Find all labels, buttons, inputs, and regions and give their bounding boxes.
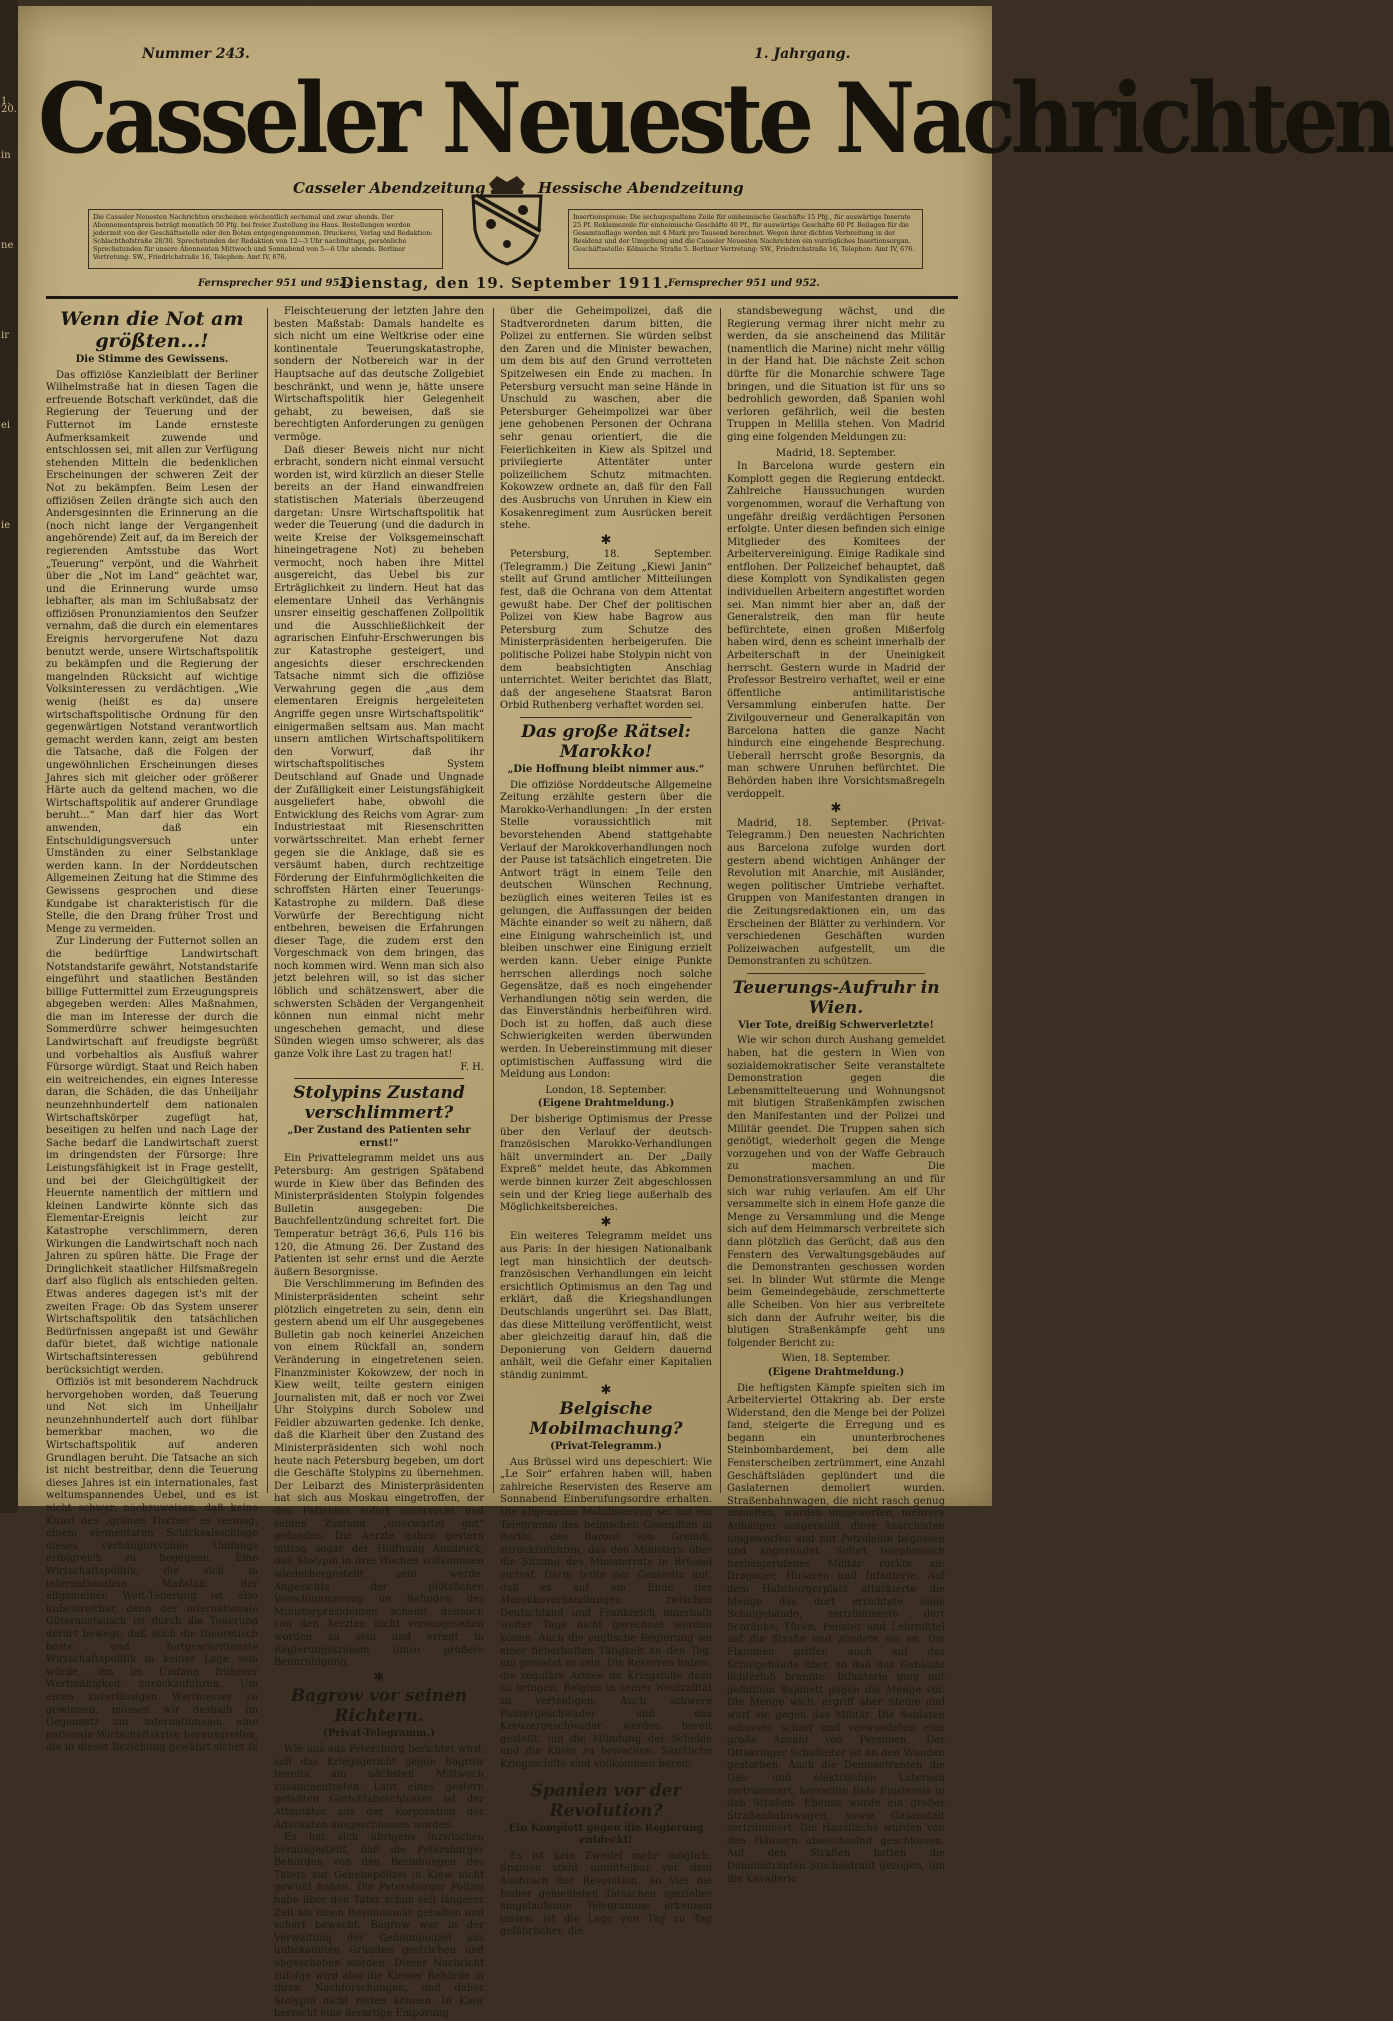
article-paragraph: Die heftigsten Kämpfe spielten sich im Arbeiterviertel Ottakring ab. Der erste Widerstand, den die Menge bei der Polizei fand, steigerte die Erregung und es begann ein ununterbrochenes Steinbombardement, bei dem alle Fensterscheiben zertrümmert, eine Anzahl Geschäftsläden geplündert und die Gaslaternen demoliert wurden. Straßenbahnwagen, die nicht rasch genug anhielten, wurden umgeworfen, mehrere Anhänger ausgeraubt, diese Anarchisten umgeworfen und mit Petroleum begossen und angezündet. Sofort telephonisch herbeigerufenes Militär rückte an: Dragoner, Husaren und Infanterie. Auf dem Habsburgerplatz attackierte die Menge das dort errichtete neue Schulgebäude, zertrümmerte dort Schränke, Türen, Fenster und Lehrmittel auf die Straße und zündete sie an. Die Flammen griffen auch auf das Schulgebäude über, so daß das Gebäude lichterloh brannte. Infanterie ging mit gefälltem Bajonett gegen die Menge vor. Die Menge wich, ergriff aber Steine und warf sie gegen das Militär. Die Soldaten schossen scharf und verwundeten eine große Anzahl von Personen. Der Ottakringer Schulleiter ist an den Wunden gestorben. Auch die Demonstranten die Gas- und elektrischen Laternen zertrümmert, herrschte tiefe Finsternis in den Straßen. Ebenso wurde ein großer Straßenbahnwagen, sowie Gasanstalt zertrümmert. Die Hausfläche wurden von den Häusern abwechselnd geschlossen. Auf den Straßen hatten die Demonstranten Stacheldraht gezogen, um die Kavallerie [727, 1382, 945, 1885]
volume-number: 1. Jahrgang. [754, 46, 851, 62]
article-paragraph: Das offiziöse Kanzleiblatt der Berliner Wilhelmstraße hat in diesen Tagen die erfreuende Botschaft verkündet, daß die Regierung der Teuerung und der Futternot im Lande ernsteste Aufmerksamkeit zuwende und entschlossen sei, mit allen zur Verfügung stehenden Mitteln die bedenklichen Erscheinungen der schweren Zeit der Not zu bekämpfen. Beim Lesen der offiziösen Zeilen drängte sich auch den Andersgesinnten die Erinnerung an die (noch nicht lange der Vergangenheit angehörende) Zeit auf, da im Bereich der regierenden Amtsstube das Wort „Teuerung“ verpönt, und die Wahrheit über die „Not im Land“ geächtet war, und die Erinnerung wurde umso lebhafter, als man im Schlußabsatz der offiziösen Pronunziamientos den Seufzer vernahm, daß die durch ein elementares Ereignis hervorgerufene Not dazu benutzt werde, unsere Wirtschaftspolitik zu bekämpfen und die Regierung der mangelnden Rücksicht auf wichtige Volksinteressen zu verdächtigen. „Wie wenig (heißt es da) unsere wirtschaftspolitische Ordnung für den gegenwärtigen Notstand verantwortlich gemacht werden kann, zeigt am besten die Tatsache, daß die Folgen der ungewöhnlichen Erscheinungen dieses Jahres sich mit gleicher oder größerer Härte auch da geltend machen, wo die Wirtschaftspolitik auf anderer Grundlage beruht...“ Man darf hier das Wort anwenden, daß ein Entschuldigungsversuch unter Umständen zu einer Selbstanklage werden kann. In der Norddeutschen Allgemeinen Zeitung hat die Stimme des Gewissens gesprochen und diese Kundgabe ist charakteristisch für die Stelle, die den Drang früher Trost und Menge zu vermeiden. [46, 369, 258, 935]
article-headline: Bagrow vor seinen Richtern. [290, 1686, 468, 1727]
article-paragraph: Aus Brüssel wird uns depeschiert: Wie „Le Soir“ erfahren haben will, haben zahlreiche Reservisten des Reserve am Sonnabend Einberufungsordre erhalten. Die allgemeine Mobilisierung sei auf ein Telegramm des belgischen Gesandten in Berlin, des Barons von Greindl, zurückzuführen, das den Ministern über die Sitzung des Ministerrats in Brüssel eintraf. Darin teilte der Gesandte mit, daß es auf ein Ende der Marokkoverhandlungen zwischen Deutschland und Frankreich innerhalb weiter Tage nicht gerechnet werden könne. Auch die englische Regierung sei einer fieberhaften Tätigkeit an den Tag, um gerüstet zu sein. Die Reserven haben, die reguläre Armee im Kriegsfalle dazu zu bringen, Belgien in seiner Neutralität zu verteidigen. Auch schwere Panzergeschwader und das Kreuzergeschwader werden bereit gestellt, um die Mündung der Schelde und die Küste zu bewachen. Sämtliche Kriegsschiffe sind vollkommen bereit. [500, 1456, 712, 1770]
article-paragraph: Es ist kein Zweifel mehr möglich: Spanien steht unmittelbar vor dem Ausbruch der Revolution. So viel die bisher gemeldeten Tatsachen spezieller eingelaufenen Telegramme erkennen lassen, ist die Lage von Tag zu Tag gefährlicher, die [500, 1850, 712, 1938]
masthead-title: Casseler Neueste Nachrichten [38, 60, 1393, 176]
newspaper-page [18, 6, 1393, 2020]
article-paragraph: Der bisherige Optimismus der Presse über den Verlauf der deutsch-französischen Marokko-Verhandlungen hält unvermindert an. Der „Daily Expreß“ meldet heute, das Abkommen werde binnen kurzer Zeit abgeschlossen sein und der Krieg liege außerhalb des Möglichkeitsbereiches. [500, 1114, 712, 1214]
article-separator [747, 973, 925, 974]
edge-fragment: ne [1, 240, 14, 251]
article-headline: Belgische Mobilmachung? [529, 1399, 683, 1440]
column-4 [727, 306, 945, 1885]
article-subheadline: Vier Tote, dreißig Schwerverletzte! [738, 1019, 934, 1031]
masthead-subtitle-left: Casseler Abendzeitung [293, 179, 486, 197]
edge-fragment: in [1, 150, 11, 161]
column-divider [720, 308, 721, 1493]
article-headline: Teuerungs-Aufruhr in Wien. [732, 977, 940, 1018]
article-subheadline: „Die Hoffnung bleibt nimmer aus.“ [507, 764, 705, 775]
masthead-subtitle-right: Hessische Abendzeitung [538, 179, 744, 197]
dateline: Wien, 18. September. [781, 1353, 891, 1365]
issue-date: Dienstag, den 19. September 1911. [340, 274, 670, 292]
article-subheadline: „Der Zustand des Patienten sehr ernst!“ [287, 1125, 471, 1149]
edge-fragment: ei [1, 420, 11, 431]
article-paragraph: Die Verschlimmerung im Befinden des Ministerpräsidenten scheint sehr plötzlich eingetreten zu sein, denn ein gestern abend um elf Uhr ausgegebenes Bulletin gab noch keinerlei Anzeichen von einem Rückfall an, sondern Veränderung in eingetretenen seien. Finanzminister Kokowzew, der noch in Kiew weilt, teilte gestern einigen Journalisten mit, daß er noch vor Zwei Uhr Stolypins durch Sobolew und Feldler abzuwarten gedenke. Ich denke, daß die Klarheit über den Zustand des Ministerpräsidenten sich wohl noch heute nach Petersburg begeben, um dort die Geschäfte Stolypins zu übernehmen. Der Leibarzt des Ministerpräsidenten hat sich aus Moskau eingetroffen, der den Patienten sofort untersucht und seinen Zustand „unerwartet gut“ gefunden. Die Aerzte gaben gestern mittag sogar der Hoffnung Ausdruck, daß Stolypin in drei Wochen vollkommen wiederhergestellt sein werde. Angesichts der plötzlichen Verschlimmerung im Befinden des Ministerpräsidenten scheint dennoch von den Aerzten nicht vorausgesehen worden zu sein und erregt in Regierungskreisen umso größere Beunruhigung. [274, 1279, 484, 1669]
edge-fragment: 1. [1, 96, 11, 107]
star-divider-icon: ✱ [373, 1669, 385, 1685]
dateline: Madrid, 18. September. [775, 447, 897, 459]
phone-left: Fernsprecher 951 und 952. [198, 278, 350, 289]
column-1 [46, 306, 258, 1754]
article-headline: Das große Rätsel: Marokko! [521, 722, 691, 762]
article-paragraph: Daß dieser Beweis nicht nur nicht erbracht, sondern nicht einmal versucht worden ist, wird kürzlich an dieser Stelle bereits an der Hand einwandfreien statistischen Materials überzeugend dargetan: Unsre Wirtschaftspolitik hat weder die Teuerung (und die dadurch in weite Kreise der Volksgemeinschaft hineingetragene Not) zu beheben vermocht, noch haben ihre Mittel ausgereicht, das Uebel bis zur Erträglichkeit zu lindern. Heut hat das elementare Unheil das Verhängnis unsrer einseitig geschaffenen Zollpolitik und die Ausschließlichkeit der agrarischen Einfuhr-Erschwerungen bis zur Katastrophe gesteigert, und angesichts dieser erschreckenden Tatsache nimmt sich die offiziöse Verwahrung gegen die „aus dem elementaren Ereignis hergeleiteten Angriffe gegen unsre Wirtschaftspolitik“ einigermaßen seltsam aus. Man macht unsern amtlichen Wirtschaftspolitikern den Vorwurf, daß ihr wirtschaftspolitisches System Deutschland auf Gnade und Ungnade der Zufälligkeit einer Leistungsfähigkeit ausgeliefert habe, obwohl die Entwicklung des Reichs vom Agrar- zum Industriestaat mit Riesenschritten vorwärtsschreitet. Man erhebt ferner gegen sie die Anklage, daß sie es versäumt haben, durch rechtzeitige Förderung der Einfuhrmöglichkeiten die schroffsten Härten einer Teuerungs-Katastrophe zu mildern. Daß diese Vorwürfe der Berechtigung nicht entbehren, beweisen die Erfahrungen dieser Tage, die zudem erst den Vorgeschmack von dem bringen, das noch kommen wird. Wenn man sich also jetzt belehren will, so ist das sicher löblich und schätzenswert, aber die schwersten Schäden der Vergangenheit können nun einmal nicht mehr ungeschehen gemacht, und diese Sünden wiegen umso schwerer, als das ganze Volk ihre Last zu tragen hat! [274, 444, 484, 1061]
author-signature: F. H. [460, 1061, 484, 1073]
article-paragraph: Wie uns aus Petersburg berichtet wird, soll das Kriegsgericht gegen Bagrow bereits am nächsten Mittwoch zusammentreten. Laut eines gestern gefaßten Gerichtsbeschlusses ist der Attentäter aus der Korporation der Advokaten ausgeschlossen worden. [274, 1743, 484, 1831]
article-subheadline: (Privat-Telegramm.) [550, 1441, 662, 1453]
article-paragraph: über die Geheimpolizei, daß die Stadtverordneten darum bitten, die Polizei zu entfernen. Sie würden selbst den Zaren und die Minister bewachen, um dem bis auf den Grund verrotteten Spitzelwesen ein Ende zu machen. In Petersburg versucht man seine Hände in Unschuld zu waschen, aber die Petersburger Geheimpolizei war über jene gehobenen Personen der Ochrana sehr genau orientiert, die die Feierlichkeiten in Kiew als Spitzel und privilegierte Attentäter unter polizeilichem Schutz mitmachten. Kokowzew ordnete an, daß für den Fall des Ausbruchs von Unruhen in Kiew ein Kosakenregiment zum Ausrücken bereit stehe. [500, 306, 712, 532]
article-subheadline: (Privat-Telegramm.) [323, 1728, 435, 1740]
issue-number: Nummer 243. [142, 46, 250, 62]
article-headline: Wenn die Not am größten...! [60, 308, 244, 352]
article-paragraph: standsbewegung wächst, und die Regierung vermag ihrer nicht mehr zu werden, da sie anscheinend das Militär (namentlich die Marine) nicht mehr völlig in der Hand hat. Die nächste Zeit schon dürfte für die Monarchie schwere Tage bringen, und die Situation ist für uns so bedrohlich geworden, daß Spanien wohl verloren gefährlich, weil die besten Truppen in Melilla stehen. Von Madrid ging eine folgenden Meldungen zu: [727, 306, 945, 443]
article-separator [294, 1078, 464, 1079]
coat-of-arms-icon [467, 174, 547, 266]
star-divider-icon: ✱ [600, 1382, 612, 1398]
article-subheadline: (Eigene Drahtmeldung.) [767, 1366, 905, 1378]
article-headline: Stolypins Zustand verschlimmert? [293, 1083, 465, 1124]
article-separator [520, 717, 692, 718]
page-edge-strip [0, 0, 18, 1513]
subscription-info-box: Die Casseler Neuesten Nachrichten erscheinen wöchentlich sechsmal und zwar abends. Der Abonnementspreis beträgt monatlich 50 Pfg. bei freier Zustellung ins Haus. Bestellungen werden jederzeit von der Geschäftsstelle oder den Boten entgegengenommen. Druckerei, Verlag und Redaktion: Schlachthofstraße 28/30. Sprechstunden der Redaktion von 12—3 Uhr nachmittags, persönliche Sprechstunden für unsere Abonnenten Mittwoch und Sonnabend von 5—6 Uhr abends. Berliner Vertretung: SW., Friedrichstraße 16, Telephon: Amt IV, 676. [88, 209, 443, 269]
article-paragraph: Zur Linderung der Futternot sollen an die bedürftige Landwirtschaft Notstandstarife gewährt, Notstandstarife eingeführt und staatlichen Beständen billige Futtermittel zum Erzeugungspreis abgegeben werden: Alles Maßnahmen, die man im Interesse der durch die Sommerdürre schwer heimgesuchten Landwirtschaft auf freudigste begrüßt und vorbehaltlos als Ausfluß wahrer Fürsorge würdigt. Staat und Reich haben ein weitreichendes, ein eignes Interesse daran, die Schäden, die das Unheiljahr neunzehnhundertelf dem nationalen Wirtschaftskörper zugefügt hat, beseitigen zu helfen und nach Lage der Sache bedarf die Landwirtschaft zuerst im dringendsten der Fürsorge: Ihre Leistungsfähigkeit ist in Frage gestellt, und bei der Gleichgültigkeit der Heuernte namentlich der mittlern und kleinen Landwirte könnte sich das Elementar-Ereignis leicht zur Katastrophe verschlimmern, deren Wirkungen die Landwirtschaft noch nach Jahren zu spüren hätte. Die Frage der Dringlichkeit staatlicher Hilfsmaßregeln darf also füglich als entschieden gelten. Etwas anderes dagegen ist's mit der zweiten Frage: Ob das System unserer Wirtschaftspolitik den tatsächlichen Bedürfnissen angepaßt ist und Gewähr dafür bietet, daß wichtige nationale Wirtschaftsinteressen gebührend berücksichtigt werden. [46, 936, 258, 1376]
article-subheadline: (Eigene Drahtmeldung.) [537, 1098, 675, 1110]
article-paragraph: In Barcelona wurde gestern ein Komplott gegen die Regierung entdeckt. Zahlreiche Haussuchungen wurden vorgenommen, worauf die Verhaftung von ungefähr dreißig verdächtigen Personen erfolgte. Unter diesen befinden sich einige Mitglieder des Komitees der Arbeitervereinigung. Einige Radikale sind entflohen. Der Polizeichef behauptet, daß diese Komplott von Syndikalisten gegen individuellen Arbeitern angestiftet worden sei. Man nimmt hier aber an, daß der Generalstreik, den man für heute befürchtete, einen großen Mißerfolg haben wird, denn es scheint innerhalb der Arbeiterschaft in der Uneinigkeit herrscht. Gestern wurde in Madrid der Professor Bestreiro verhaftet, weil er eine öffentliche antimilitaristische Versammlung einberufen hatte. Der Zivilgouverneur und Generalkapitän von Barcelona hatten die ganze Nacht hindurch eine eingehende Besprechung. Ueberall herrscht große Besorgnis, da man schwere Unruhen befürchtet. Die Behörden haben ihre Vorsichtsmaßregeln verdoppelt. [727, 461, 945, 800]
dateline: London, 18. September. [545, 1084, 667, 1096]
header-rule [46, 296, 958, 299]
article-paragraph: Fleischteuerung der letzten Jahre den besten Maßstab: Damals handelte es sich nicht um eine Weltkrise oder eine kontinentale Teuerungskatastrophe, sondern der Notbereich war in der Hauptsache auf das deutsche Zollgebiet beschränkt, und wenn je, hätte unsere Wirtschaftspolitik hier Gelegenheit gehabt, zu beweisen, daß sie berechtigten Anforderungen zu genügen vermöge. [274, 306, 484, 443]
phone-right: Fernsprecher 951 und 952. [668, 278, 820, 289]
star-divider-icon: ✱ [600, 1214, 612, 1230]
article-paragraph: Ein weiteres Telegramm meldet uns aus Paris: In der hiesigen Nationalbank legt man hinsichtlich der deutsch-französischen Verhandlungen ein leicht ersichtlich Optimismus an den Tag und erklärt, daß die Kriegshandlungen Deutschlands ungerührt sei. Das Blatt, das diese Mitteilung veröffentlicht, weist aber gleichzeitig darauf hin, daß die Deponierung von Geldern dauernd anhält, weil die Gefahr einer Kapitalien ständig zunimmt. [500, 1231, 712, 1381]
article-paragraph: Offiziös ist mit besonderem Nachdruck hervorgehoben worden, daß Teuerung und Not sich im Unheiljahr neunzehnhundertelf auch dort fühlbar bemerkbar machen, wo die Wirtschaftspolitik auf anderen Grundlagen beruht. Die Tatsache an sich ist nicht bestreitbar, denn die Teuerung dieses Jahres ist ein internationales, fast weltumspannendes Uebel, und es ist nicht schwer, nachzuweisen, daß keine Kunst des „grünen Tisches“ es vermag, einem elementaren Schicksalsschlage dieses verhängnisvollen Umfangs erfolgreich zu begegnen. Eine Wirtschaftspolitik, die sich in internationalem Maßstab der allgemeinen Welt-Teuerung ist also unbestreitbar, denn der internationale Güteraustausch ist durch die Teuerung derart bewegt, daß auch die theoretisch beste und fortgeschrittenste Wirtschaftspolitik in keiner Lage sein würde, ihn im Umfang früherer Wertmäßigkeit zurückzuführen. Um einen zuverlässigen Wertmesser zu gewinnen, müssen wir deshalb im Gegensatz zur internationalen eine nationale Wirtschaftskrise herausgreifen, die in dieser Beziehung gewährt sicher fe [46, 1377, 258, 1754]
column-divider [267, 308, 268, 1493]
star-divider-icon: ✱ [600, 532, 612, 548]
article-paragraph: Es hat sich übrigens inzwischen herausgestellt, daß die Petersburger Behörden von den Beziehungen des Täters zur Geheimpolizei in Kiew nicht gewußt haben. Die Petersburger Polizei habe über den Täter schon seit längerer Zeit als einen Revolutionär gehalten und scharf bewacht. Bagrow war in der Verwaltung der Geheimpolizei aus unbekannten Gründen gestrichen und abgeschoben worden. Dieser Nachricht zufolge wird also die Kiewer Behörde in ihren Nachforschungen, und daher Stolypin nicht retten können. In Kiew herrscht eine derartige Empörung [274, 1832, 484, 2020]
article-paragraph: Petersburg, 18. September. (Telegramm.) Die Zeitung „Kiewi Janin“ stellt auf Grund amtlicher Mitteilungen fest, daß die Ochrana von dem Attentat gewußt habe. Der Chef der politischen Polizei von Kiew habe Bagrow aus Petersburg zum Schutze des Ministerpräsidenten herbeigerufen. Die politische Polizei habe Stolypin nicht von dem beabsichtigten Anschlag unterrichtet. Weiter berichtet das Blatt, daß der angesehene Staatsrat Baron Orbid Ruthenberg verhaftet worden sei. [500, 549, 712, 712]
column-divider [493, 308, 494, 1493]
article-subheadline: Ein Komplott gegen die Regierung entdeckt! [508, 1822, 704, 1847]
article-subheadline: Die Stimme des Gewissens. [75, 354, 229, 365]
article-headline: Spanien vor der Revolution? [530, 1780, 682, 1821]
article-paragraph: Madrid, 18. September. (Privat-Telegramm.) Den neuesten Nachrichten aus Barcelona zufolge wurden dort gestern abend wichtigen Anhänger der Revolution mit Anarchie, mit Ausländer, wegen politischer Umtriebe verhaftet. Gruppen von Manifestanten drangen in die Zeitungsredaktionen ein, um das Erscheinen der Blätter zu verhindern. Vor verschiedenen Geschäften wurden Polizeiwachen aufgestellt, um die Demonstranten zu schützen. [727, 817, 945, 968]
article-paragraph: Die offiziöse Norddeutsche Allgemeine Zeitung erzählte gestern über die Marokko-Verhandlungen: „In der ersten Stelle voraussichtlich mit bevorstehenden Abend stattgehabte Verlauf der Marokkoverhandlungen noch der Pause ist tatsächlich eingetreten. Die Antwort trägt in einem Teile den deutschen Wünschen Rechnung, bezüglich eines weiteren Teiles ist es gelungen, die Auffassungen der beiden Mächte einander so weit zu nähern, daß eine Einigung wahrscheinlich ist, und bleiben unschwer eine Einigung erzielt werden kann. Ueber einige Punkte herrschen allerdings noch solche Gegensätze, daß es noch eingehender Verhandlungen nötig sein werden, die das Einverständnis herbeiführen wird. Doch ist zu hoffen, daß auch diese Schwierigkeiten werden überwunden werden. In Uebereinstimmung mit dieser optimistischen Auffassung wird die Meldung aus London: [500, 779, 712, 1081]
article-separator [520, 1776, 692, 1777]
article-paragraph: Ein Privattelegramm meldet uns aus Petersburg: Am gestrigen Spätabend wurde in Kiew über das Befinden des Ministerpräsidenten Stolypin folgendes Bulletin ausgegeben: Die Bauchfellentzündung schreitet fort. Die Temperatur beträgt 36,6, Puls 116 bis 120, die Atmung 26. Der Zustand des Patienten ist sehr ernst und die Aerzte äußern Besorgnisse. [274, 1153, 484, 1278]
edge-fragment: ie [1, 520, 11, 531]
column-2 [274, 306, 484, 2020]
advertising-info-box: Insertionspreise: Die sechsgespaltene Zeile für einheimische Geschäfte 15 Pfg., für auswärtige Inserate 25 Pf. Reklamezeile für einheimische Geschäfte 40 Pf., für auswärtige Geschäfte 60 Pf. Beilagen für die Gesamtauflage werden mit 4 Mark pro Tausend berechnet. Wegen ihrer dichten Verbreitung in der Residenz und der Umgebung sind die Casseler Neuesten Nachrichten ein vorzügliches Insertionsorgan. Geschäftsstelle: Kölnische Straße 5. Berliner Vertretung: SW., Friedrichstraße 16, Telephon: Amt IV, 676. [568, 209, 923, 269]
edge-fragment: ir [1, 330, 9, 341]
column-3 [500, 306, 712, 1938]
edge-fragment: 20. [1, 104, 17, 115]
star-divider-icon: ✱ [830, 801, 842, 817]
article-paragraph: Wie wir schon durch Aushang gemeldet haben, hat die gestern in Wien von sozialdemokratischer Seite veranstaltete Demonstration gegen die Lebensmittelteuerung und Wohnungsnot mit blutigen Straßenkämpfen zwischen den Manifestanten und der Polizei und Militär geendet. Die Truppen sahen sich genötigt, wiederholt gegen die Menge vorzugehen und von der Waffe Gebrauch zu machen. Die Demonstrationsversammlung an und für sich war ruhig verlaufen. Am elf Uhr versammelte sich in einem Hofe ganze die Menge zu Versammlung und die Menge sich auf dem Heimmarsch verbreitete sich dann plötzlich das Gerücht, daß aus den Fenstern des Verwaltungsgebäudes auf die Demonstranten geschossen worden sei. In blinder Wut stürmte die Menge beim Gemeindegebäude, zerschmetterte alle Scheiben. Von hier aus verbreitete sich dann der Aufruhr weiter, bis die blutigen Straßenkämpfe geht uns folgender Bericht zu: [727, 1035, 945, 1349]
